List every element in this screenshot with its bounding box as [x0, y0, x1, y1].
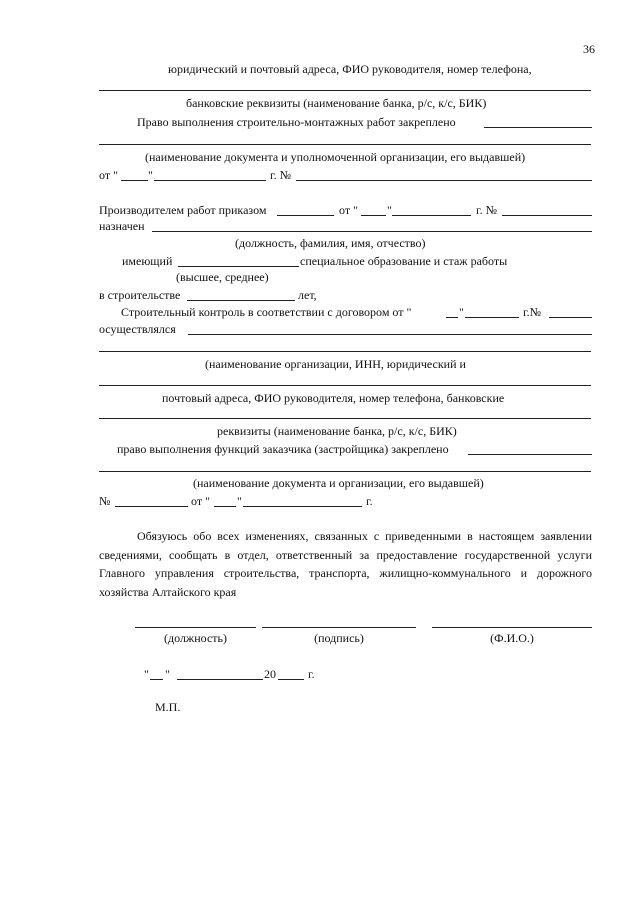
order-month-field[interactable]	[392, 215, 471, 216]
sig-name-field[interactable]	[432, 627, 592, 628]
date-year-field[interactable]	[278, 679, 304, 680]
order-field-1[interactable]	[277, 215, 334, 216]
customer-doc-caption: (наименование документа и организации, его выдавшей)	[193, 476, 484, 490]
rule	[99, 385, 591, 386]
rule	[99, 351, 591, 352]
date-quote-close: "	[165, 667, 170, 681]
contract-day-field[interactable]	[446, 317, 458, 318]
appointed-field[interactable]	[152, 231, 592, 232]
appointed-label: назначен	[99, 219, 145, 233]
rule	[99, 418, 591, 419]
date-month-field[interactable]	[177, 679, 263, 680]
customer-rights-label: право выполнения функций заказчика (застройщика) закреплено	[117, 442, 449, 456]
performed-label: осуществлялся	[99, 322, 176, 336]
order-label: Производителем работ приказом	[99, 203, 267, 217]
performed-field[interactable]	[188, 334, 592, 335]
position-caption: (должность, фамилия, имя, отчество)	[235, 236, 426, 250]
control-contract-label: Строительный контроль в соответствии с договором от "	[121, 305, 412, 319]
rule	[99, 144, 591, 145]
order-day-field[interactable]	[361, 215, 386, 216]
pledge-paragraph: Обязуюсь обо всех изменениях, связанных с приведенными в настоящем заявлении сведениями, сообщать в отдел, ответственный за предоставление государственной услуги Главного управления строительства, транспорта, жилищно-коммунального и дорожного хозяйства Алтайского края	[99, 529, 592, 599]
order-number-label: г. №	[476, 203, 498, 217]
customer-doc-day-field[interactable]	[214, 506, 236, 507]
doc-day-field[interactable]	[121, 180, 148, 181]
date-day-field[interactable]	[150, 679, 163, 680]
date-quote-open: "	[144, 667, 149, 681]
organization-caption-2: почтовый адреса, ФИО руководителя, номер телефона, банковские	[162, 391, 505, 405]
organization-caption-3: реквизиты (наименование банка, р/с, к/с, БИК)	[217, 424, 457, 438]
rule	[99, 90, 591, 91]
customer-doc-quote: "	[237, 494, 242, 508]
education-field[interactable]	[178, 266, 299, 267]
organization-caption-1: (наименование организации, ИНН, юридический и	[205, 357, 466, 371]
sig-position-caption: (должность)	[164, 631, 227, 645]
experience-field[interactable]	[187, 300, 295, 301]
contract-month-field[interactable]	[465, 317, 519, 318]
doc-date-quote: "	[148, 168, 153, 182]
customer-doc-number-label: №	[99, 494, 111, 508]
experience-years: лет,	[298, 288, 317, 302]
stamp-label: М.П.	[155, 700, 181, 714]
contract-quote: "	[459, 305, 464, 319]
education-caption: (высшее, среднее)	[176, 270, 269, 284]
sig-name-caption: (Ф.И.О.)	[490, 631, 534, 645]
sig-position-field[interactable]	[135, 627, 256, 628]
customer-doc-date-label: от "	[191, 494, 210, 508]
doc-number-field[interactable]	[296, 180, 592, 181]
order-date-label: от "	[339, 203, 358, 217]
sig-signature-field[interactable]	[262, 627, 416, 628]
date-year-label: г.	[308, 667, 315, 681]
experience-label: в строительстве	[99, 288, 181, 302]
order-number-field[interactable]	[502, 215, 592, 216]
date-year-prefix: 20	[264, 667, 276, 681]
sig-signature-caption: (подпись)	[314, 631, 364, 645]
doc-month-field[interactable]	[154, 180, 266, 181]
address-caption-line: юридический и почтовый адреса, ФИО руководителя, номер телефона,	[168, 62, 532, 76]
page-number: 36	[583, 42, 595, 56]
order-date-quote: "	[387, 203, 392, 217]
construction-rights-field[interactable]	[484, 127, 592, 128]
doc-number-label: г. №	[270, 168, 292, 182]
customer-doc-month-field[interactable]	[243, 506, 362, 507]
customer-rights-field[interactable]	[468, 454, 592, 455]
bank-caption-line: банковские реквизиты (наименование банка, р/с, к/с, БИК)	[186, 96, 487, 110]
document-caption: (наименование документа и уполномоченной организации, его выдавшей)	[145, 150, 526, 164]
construction-rights-label: Право выполнения строительно-монтажных работ закреплено	[137, 115, 456, 129]
rule	[99, 471, 591, 472]
doc-date-label: от "	[99, 168, 118, 182]
contract-number-field[interactable]	[549, 317, 592, 318]
education-text: специальное образование и стаж работы	[300, 254, 508, 268]
having-label: имеющий	[122, 254, 173, 268]
customer-doc-year-label: г.	[366, 494, 373, 508]
customer-doc-number-field[interactable]	[115, 506, 188, 507]
contract-number-label: г.№	[523, 305, 542, 319]
